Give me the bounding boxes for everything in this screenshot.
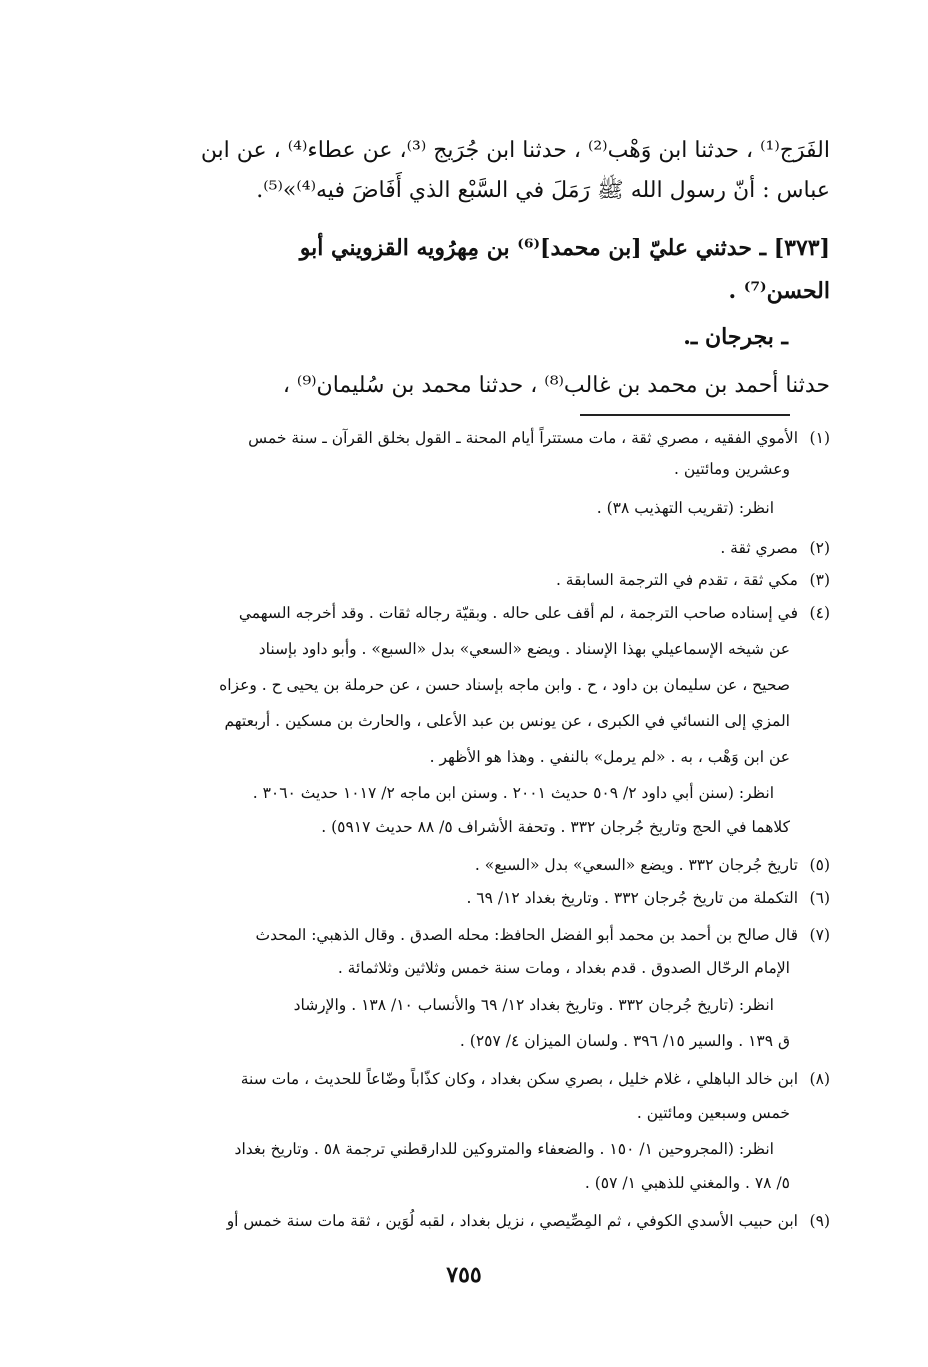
page-number: ٧٥٥ [446, 1262, 482, 1288]
footnote-text: قال صالح بن أحمد بن محمد أبو الفضل الحافظ: محله الصدق . وقال الذهبي: المحدث [255, 926, 798, 944]
footnote-number: (٨) [809, 1070, 830, 1088]
footnote-text: الإمام الرحّال الصدوق . قدم بغداد ، ومات سنة خمس وثلاثين وثلاثمائة . [337, 959, 790, 977]
main-text-line: عباس : أنّ رسول الله ﷺ رَمَلَ في السَّبْع الذي أَفَاضَ فيه⁽⁴⁾»⁽⁵⁾. [256, 178, 830, 203]
footnote-line [96, 1170, 790, 1196]
footnote-line [96, 1208, 830, 1234]
footnote-line [96, 425, 830, 451]
footnote-number: (٩) [809, 1212, 830, 1230]
footnote-line [96, 567, 830, 593]
footnote-text: كلاهما في الحج وتاريخ جُرجان ٣٣٢ . وتحفة الأشراف ٥/ ٨٨ حديث ٥٩١٧) . [321, 818, 790, 836]
footnote-line [96, 885, 830, 911]
footnote-text: انظر: (تاريخ جُرجان ٣٣٢ . وتاريخ بغداد ١٢/ ٦٩ والأنساب ١٠/ ١٣٨ . والإرشاد [293, 996, 774, 1014]
footnote-text: انظر: (سنن أبي داود ٢/ ٥٠٩ حديث ٢٠٠١ . وسنن ابن ماجه ٢/ ١٠١٧ حديث ٣٠٦٠ . [252, 784, 774, 802]
footnote-line [96, 852, 830, 878]
footnote-number: (٥) [809, 856, 830, 874]
footnote-line [96, 922, 830, 948]
footnote-line [96, 672, 790, 698]
footnote-line [96, 456, 790, 482]
footnote-line [96, 708, 790, 734]
footnote-reference [96, 992, 774, 1018]
footnote-text: الأموي الفقيه ، مصري ثقة ، مات مستتراً أيام المحنة ـ القول بخلق القرآن ـ سنة خمس [248, 429, 798, 447]
footnote-text: مكي ثقة ، تقدم في الترجمة السابقة . [555, 571, 798, 589]
footnote-number: (٣) [809, 571, 830, 589]
footnote-number: (٤) [809, 604, 830, 622]
footnote-text: خمس وسبعين ومائتين . [636, 1104, 790, 1122]
footnote-text: في إسناده صاحب الترجمة ، لم أقف على حاله . وبقيّة رجاله ثقات . وقد أخرجه السهمي [238, 604, 798, 622]
footnote-separator [580, 414, 790, 416]
footnote-number: (٢) [809, 539, 830, 557]
footnote-line [96, 535, 830, 561]
footnote-text: التكملة من تاريخ جُرجان ٣٣٢ . وتاريخ بغداد ١٢/ ٦٩ . [466, 889, 798, 907]
footnote-text: المزي إلى النسائي في الكبرى ، عن يونس بن عبد الأعلى ، والحارث بن مسكين . أربعتهم [224, 712, 790, 730]
footnote-text: ابن حبيب الأسدي الكوفي ، ثم المِصِّيصي ، نزيل بغداد ، لقبه لُوَين ، ثقة مات سنة خمس أو [226, 1212, 798, 1230]
footnote-text: تاريخ جُرجان ٣٣٢ . ويضع «السعي» بدل «السبع» . [474, 856, 798, 874]
footnote-text: عن شيخه الإسماعيلي بهذا الإسناد . ويضع «السعي» بدل «السبع» . وأبو داود بإسناد [258, 640, 790, 658]
main-text-line: الفَرَج⁽¹⁾ ، حدثنا ابن وَهْب⁽²⁾ ، حدثنا ابن جُرَيج ⁽³⁾، عن عطاء⁽⁴⁾ ، عن ابن [200, 138, 830, 163]
footnote-line [96, 1028, 790, 1054]
footnote-text: مصري ثقة . [720, 539, 798, 557]
footnote-number: (٦) [809, 889, 830, 907]
place-note: ـ بجرجان ـ. [683, 324, 788, 350]
footnote-number: (٧) [809, 926, 830, 944]
footnote-line [96, 600, 830, 626]
footnote-number: (١) [809, 429, 830, 447]
footnote-text: ق ١٣٩ . والسير ١٥/ ٣٩٦ . ولسان الميزان ٤/ ٢٥٧) . [459, 1032, 790, 1050]
footnote-reference [96, 495, 774, 521]
footnote-line [96, 1066, 830, 1092]
footnote-reference [96, 780, 774, 806]
footnote-text: انظر: (المجروحين ١/ ١٥٠ . والضعفاء والمتروكين للدارقطني ترجمة ٥٨ . وتاريخ بغداد [234, 1140, 774, 1158]
footnote-line [96, 744, 790, 770]
main-text-line: حدثنا أحمد بن محمد بن غالب⁽⁸⁾ ، حدثنا محمد بن سُليمان⁽⁹⁾ ، [282, 373, 830, 398]
footnote-text: عن ابن وَهْب ، به . «لم يرمل» بالنفي . وهذا هو الأظهر . [429, 748, 790, 766]
entry-heading-continuation: الحسن⁽⁷⁾ . [728, 278, 830, 304]
footnote-text: صحيح ، عن سليمان بن داود ، ح . وابن ماجه بإسناد حسن ، عن حرملة بن يحيى ح . وعزاه [219, 676, 790, 694]
footnote-text: وعشرين ومائتين . [674, 460, 790, 478]
footnote-text: انظر: (تقريب التهذيب ٣٨) . [596, 499, 774, 517]
footnote-line [96, 955, 790, 981]
footnote-reference [96, 1136, 774, 1162]
footnote-line [96, 636, 790, 662]
footnote-text: ابن خالد الباهلي ، غلام خليل ، بصري سكن بغداد ، وكان كذّاباً وضّاعاً للحديث ، مات سنة [240, 1070, 798, 1088]
footnote-text: ٥/ ٧٨ . والمغني للذهبي ١/ ٥٧) . [584, 1174, 790, 1192]
footnote-line [96, 1100, 790, 1126]
footnote-line [96, 814, 790, 840]
entry-heading: [٣٧٣] ـ حدثني عليّ [بن محمد]⁽⁶⁾ بن مِهرُويه القزويني أبو [299, 235, 830, 261]
